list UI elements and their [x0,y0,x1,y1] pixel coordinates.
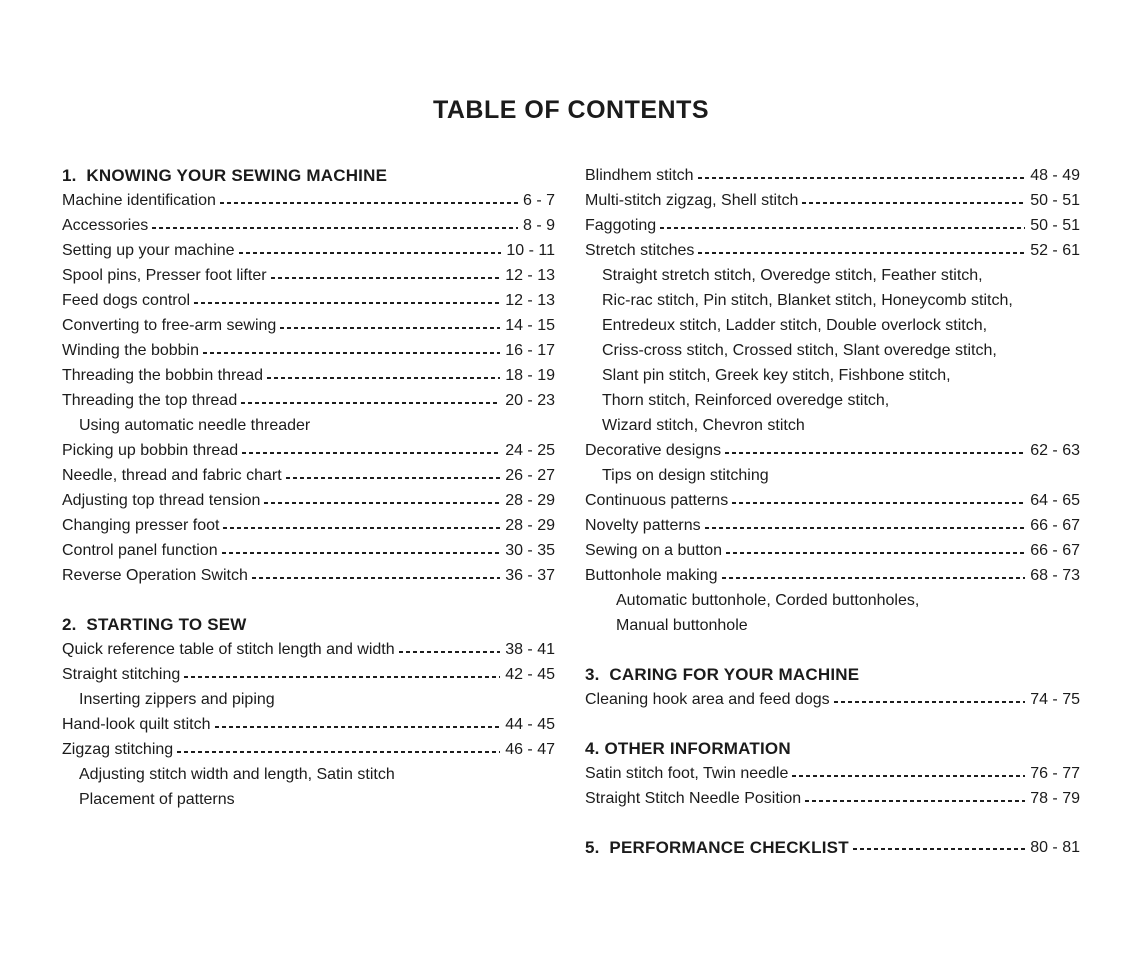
toc-entry-label: Stretch stitches [585,242,695,259]
toc-entry [585,413,1080,438]
toc-entry [62,762,555,787]
dash-leader [194,302,500,304]
toc-entry [585,563,1080,588]
toc-entry-pages: 26 - 27 [505,467,555,484]
toc-entry [62,338,555,363]
dash-leader [725,452,1025,454]
section-heading: 2. STARTING TO SEW [62,615,247,634]
toc-entry [62,363,555,388]
section-heading-row [585,662,1080,687]
toc-entry-label: Slant pin stitch, Greek key stitch, Fishbone stitch, [602,367,951,384]
dash-leader [223,527,500,529]
toc-section [62,612,555,812]
toc-entry-pages: 14 - 15 [505,317,555,334]
toc-entry-label: Machine identification [62,192,216,209]
toc-entry-label: Buttonhole making [585,567,718,584]
toc-entry-label: Zigzag stitching [62,741,174,758]
toc-entry-label: Ric-rac stitch, Pin stitch, Blanket stitch, Honeycomb stitch, [602,292,1013,309]
dash-leader [286,477,501,479]
toc-entry-label: Novelty patterns [585,517,701,534]
toc-entry [62,687,555,712]
toc-entry [585,263,1080,288]
toc-entry-pages: 48 - 49 [1030,167,1080,184]
dash-leader [177,751,500,753]
toc-entry [62,413,555,438]
dash-leader [242,452,500,454]
dash-leader [203,352,500,354]
toc-entry-label: Continuous patterns [585,492,729,509]
section-heading: 4. OTHER INFORMATION [585,739,791,758]
toc-entry-pages: 36 - 37 [505,567,555,584]
dash-leader [280,327,500,329]
toc-entry-label: Threading the top thread [62,392,238,409]
toc-entry [585,786,1080,811]
toc-entry [585,761,1080,786]
toc-entry-label: Threading the bobbin thread [62,367,264,384]
toc-entry [585,438,1080,463]
dash-leader [660,227,1025,229]
section-heading-row [585,736,1080,761]
dash-leader [215,726,501,728]
toc-entry [62,213,555,238]
toc-section [585,736,1080,811]
toc-entry [585,288,1080,313]
toc-entry [62,263,555,288]
toc-entry-label: Straight Stitch Needle Position [585,790,802,807]
toc-entry-label: Setting up your machine [62,242,235,259]
toc-entry-label: Blindhem stitch [585,167,694,184]
toc-columns [62,163,1080,860]
toc-entry [62,563,555,588]
dash-leader [853,848,1025,850]
toc-entry-label: Cleaning hook area and feed dogs [585,691,830,708]
toc-entry-label: Manual buttonhole [616,617,748,634]
toc-entry [62,388,555,413]
toc-entry-label: Decorative designs [585,442,722,459]
toc-section [585,163,1080,638]
toc-entry-pages: 38 - 41 [505,641,555,658]
toc-entry-label: Sewing on a button [585,542,722,559]
dash-leader [792,775,1025,777]
dash-leader [252,577,500,579]
section-heading: 3. CARING FOR YOUR MACHINE [585,665,860,684]
toc-entry [585,163,1080,188]
toc-entry-pages: 20 - 23 [505,392,555,409]
toc-entry-label: Converting to free-arm sewing [62,317,277,334]
toc-entry-pages: 12 - 13 [505,292,555,309]
toc-entry-label: Hand-look quilt stitch [62,716,211,733]
dash-leader [805,800,1025,802]
dash-leader [267,377,500,379]
toc-entry [62,737,555,762]
dash-leader [152,227,518,229]
dash-leader [264,502,500,504]
toc-entry-pages: 80 - 81 [1030,839,1080,856]
toc-entry [585,188,1080,213]
toc-entry-pages: 30 - 35 [505,542,555,559]
toc-entry [585,513,1080,538]
toc-entry [585,687,1080,712]
toc-entry [585,363,1080,388]
section-heading: 5. PERFORMANCE CHECKLIST [585,838,849,857]
toc-entry [62,313,555,338]
dash-leader [271,277,501,279]
toc-column-right [585,163,1080,860]
toc-entry-label: Quick reference table of stitch length and width [62,641,395,658]
toc-entry-pages: 6 - 7 [522,192,555,209]
toc-entry [62,488,555,513]
dash-leader [239,252,502,254]
toc-entry-pages: 18 - 19 [505,367,555,384]
toc-entry [62,238,555,263]
toc-entry-pages: 66 - 67 [1030,517,1080,534]
toc-entry-label: Inserting zippers and piping [79,691,275,708]
toc-entry-pages: 12 - 13 [505,267,555,284]
toc-entry [62,538,555,563]
toc-entry-pages: 74 - 75 [1030,691,1080,708]
section-heading: 1. KNOWING YOUR SEWING MACHINE [62,166,388,185]
toc-entry-label: Spool pins, Presser foot lifter [62,267,267,284]
toc-entry-pages: 64 - 65 [1030,492,1080,509]
toc-entry-pages: 66 - 67 [1030,542,1080,559]
toc-entry [585,238,1080,263]
toc-entry-pages: 50 - 51 [1030,192,1080,209]
dash-leader [802,202,1025,204]
toc-entry [585,313,1080,338]
toc-entry-label: Adjusting stitch width and length, Satin stitch [79,766,395,783]
toc-entry [585,588,1080,613]
toc-entry-label: Straight stretch stitch, Overedge stitch, Feather stitch, [602,267,983,284]
toc-entry-pages: 76 - 77 [1030,765,1080,782]
toc-section [585,835,1080,860]
toc-entry [62,662,555,687]
toc-entry-pages: 50 - 51 [1030,217,1080,234]
toc-entry [585,488,1080,513]
dash-leader [220,202,518,204]
toc-entry-pages: 28 - 29 [505,492,555,509]
toc-entry-pages: 52 - 61 [1030,242,1080,259]
toc-entry-label: Placement of patterns [79,791,235,808]
toc-entry [62,438,555,463]
toc-entry-label: Automatic buttonhole, Corded buttonholes, [616,592,920,609]
toc-entry-label: Criss-cross stitch, Crossed stitch, Slant overedge stitch, [602,342,997,359]
toc-entry-label: Picking up bobbin thread [62,442,239,459]
dash-leader [184,676,500,678]
page-title: TABLE OF CONTENTS [432,96,710,124]
toc-entry-pages: 16 - 17 [505,342,555,359]
toc-entry [62,513,555,538]
toc-section [62,163,555,588]
toc-entry [585,463,1080,488]
toc-column-left [62,163,555,812]
toc-entry [62,637,555,662]
toc-entry-pages: 10 - 11 [506,242,555,259]
dash-leader [722,577,1026,579]
toc-entry-label: Accessories [62,217,149,234]
dash-leader [834,701,1026,703]
section-heading-row [62,612,555,637]
toc-entry [585,388,1080,413]
section-heading-row [585,835,1080,860]
toc-entry [62,712,555,737]
toc-entry-label: Multi-stitch zigzag, Shell stitch [585,192,799,209]
toc-entry-label: Adjusting top thread tension [62,492,261,509]
toc-entry-label: Thorn stitch, Reinforced overedge stitch, [602,392,890,409]
toc-entry-pages: 24 - 25 [505,442,555,459]
dash-leader [222,552,501,554]
toc-entry-label: Entredeux stitch, Ladder stitch, Double overlock stitch, [602,317,988,334]
toc-entry-label: Using automatic needle threader [79,417,311,434]
toc-entry [62,463,555,488]
toc-entry-label: Straight stitching [62,666,181,683]
toc-entry-label: Control panel function [62,542,218,559]
toc-entry-pages: 62 - 63 [1030,442,1080,459]
toc-entry [585,538,1080,563]
toc-entry-label: Faggoting [585,217,657,234]
toc-entry [62,188,555,213]
dash-leader [698,252,1025,254]
toc-entry-label: Wizard stitch, Chevron stitch [602,417,805,434]
dash-leader [698,177,1026,179]
toc-entry-pages: 44 - 45 [505,716,555,733]
toc-entry-label: Winding the bobbin [62,342,199,359]
toc-entry-label: Needle, thread and fabric chart [62,467,282,484]
toc-section [585,662,1080,712]
toc-entry-pages: 42 - 45 [505,666,555,683]
toc-entry [62,787,555,812]
toc-entry-pages: 8 - 9 [522,217,555,234]
toc-entry-pages: 46 - 47 [505,741,555,758]
toc-entry-label: Changing presser foot [62,517,220,534]
dash-leader [705,527,1026,529]
toc-entry-pages: 78 - 79 [1030,790,1080,807]
section-heading-row [62,163,555,188]
toc-entry-label: Reverse Operation Switch [62,567,248,584]
toc-entry [585,213,1080,238]
toc-entry-pages: 28 - 29 [505,517,555,534]
toc-entry-label: Satin stitch foot, Twin needle [585,765,789,782]
toc-entry-pages: 68 - 73 [1030,567,1080,584]
toc-entry-label: Tips on design stitching [602,467,769,484]
toc-entry [585,613,1080,638]
toc-entry-label: Feed dogs control [62,292,191,309]
toc-entry [62,288,555,313]
dash-leader [726,552,1025,554]
dash-leader [732,502,1025,504]
dash-leader [399,651,501,653]
toc-entry [585,338,1080,363]
dash-leader [241,402,500,404]
